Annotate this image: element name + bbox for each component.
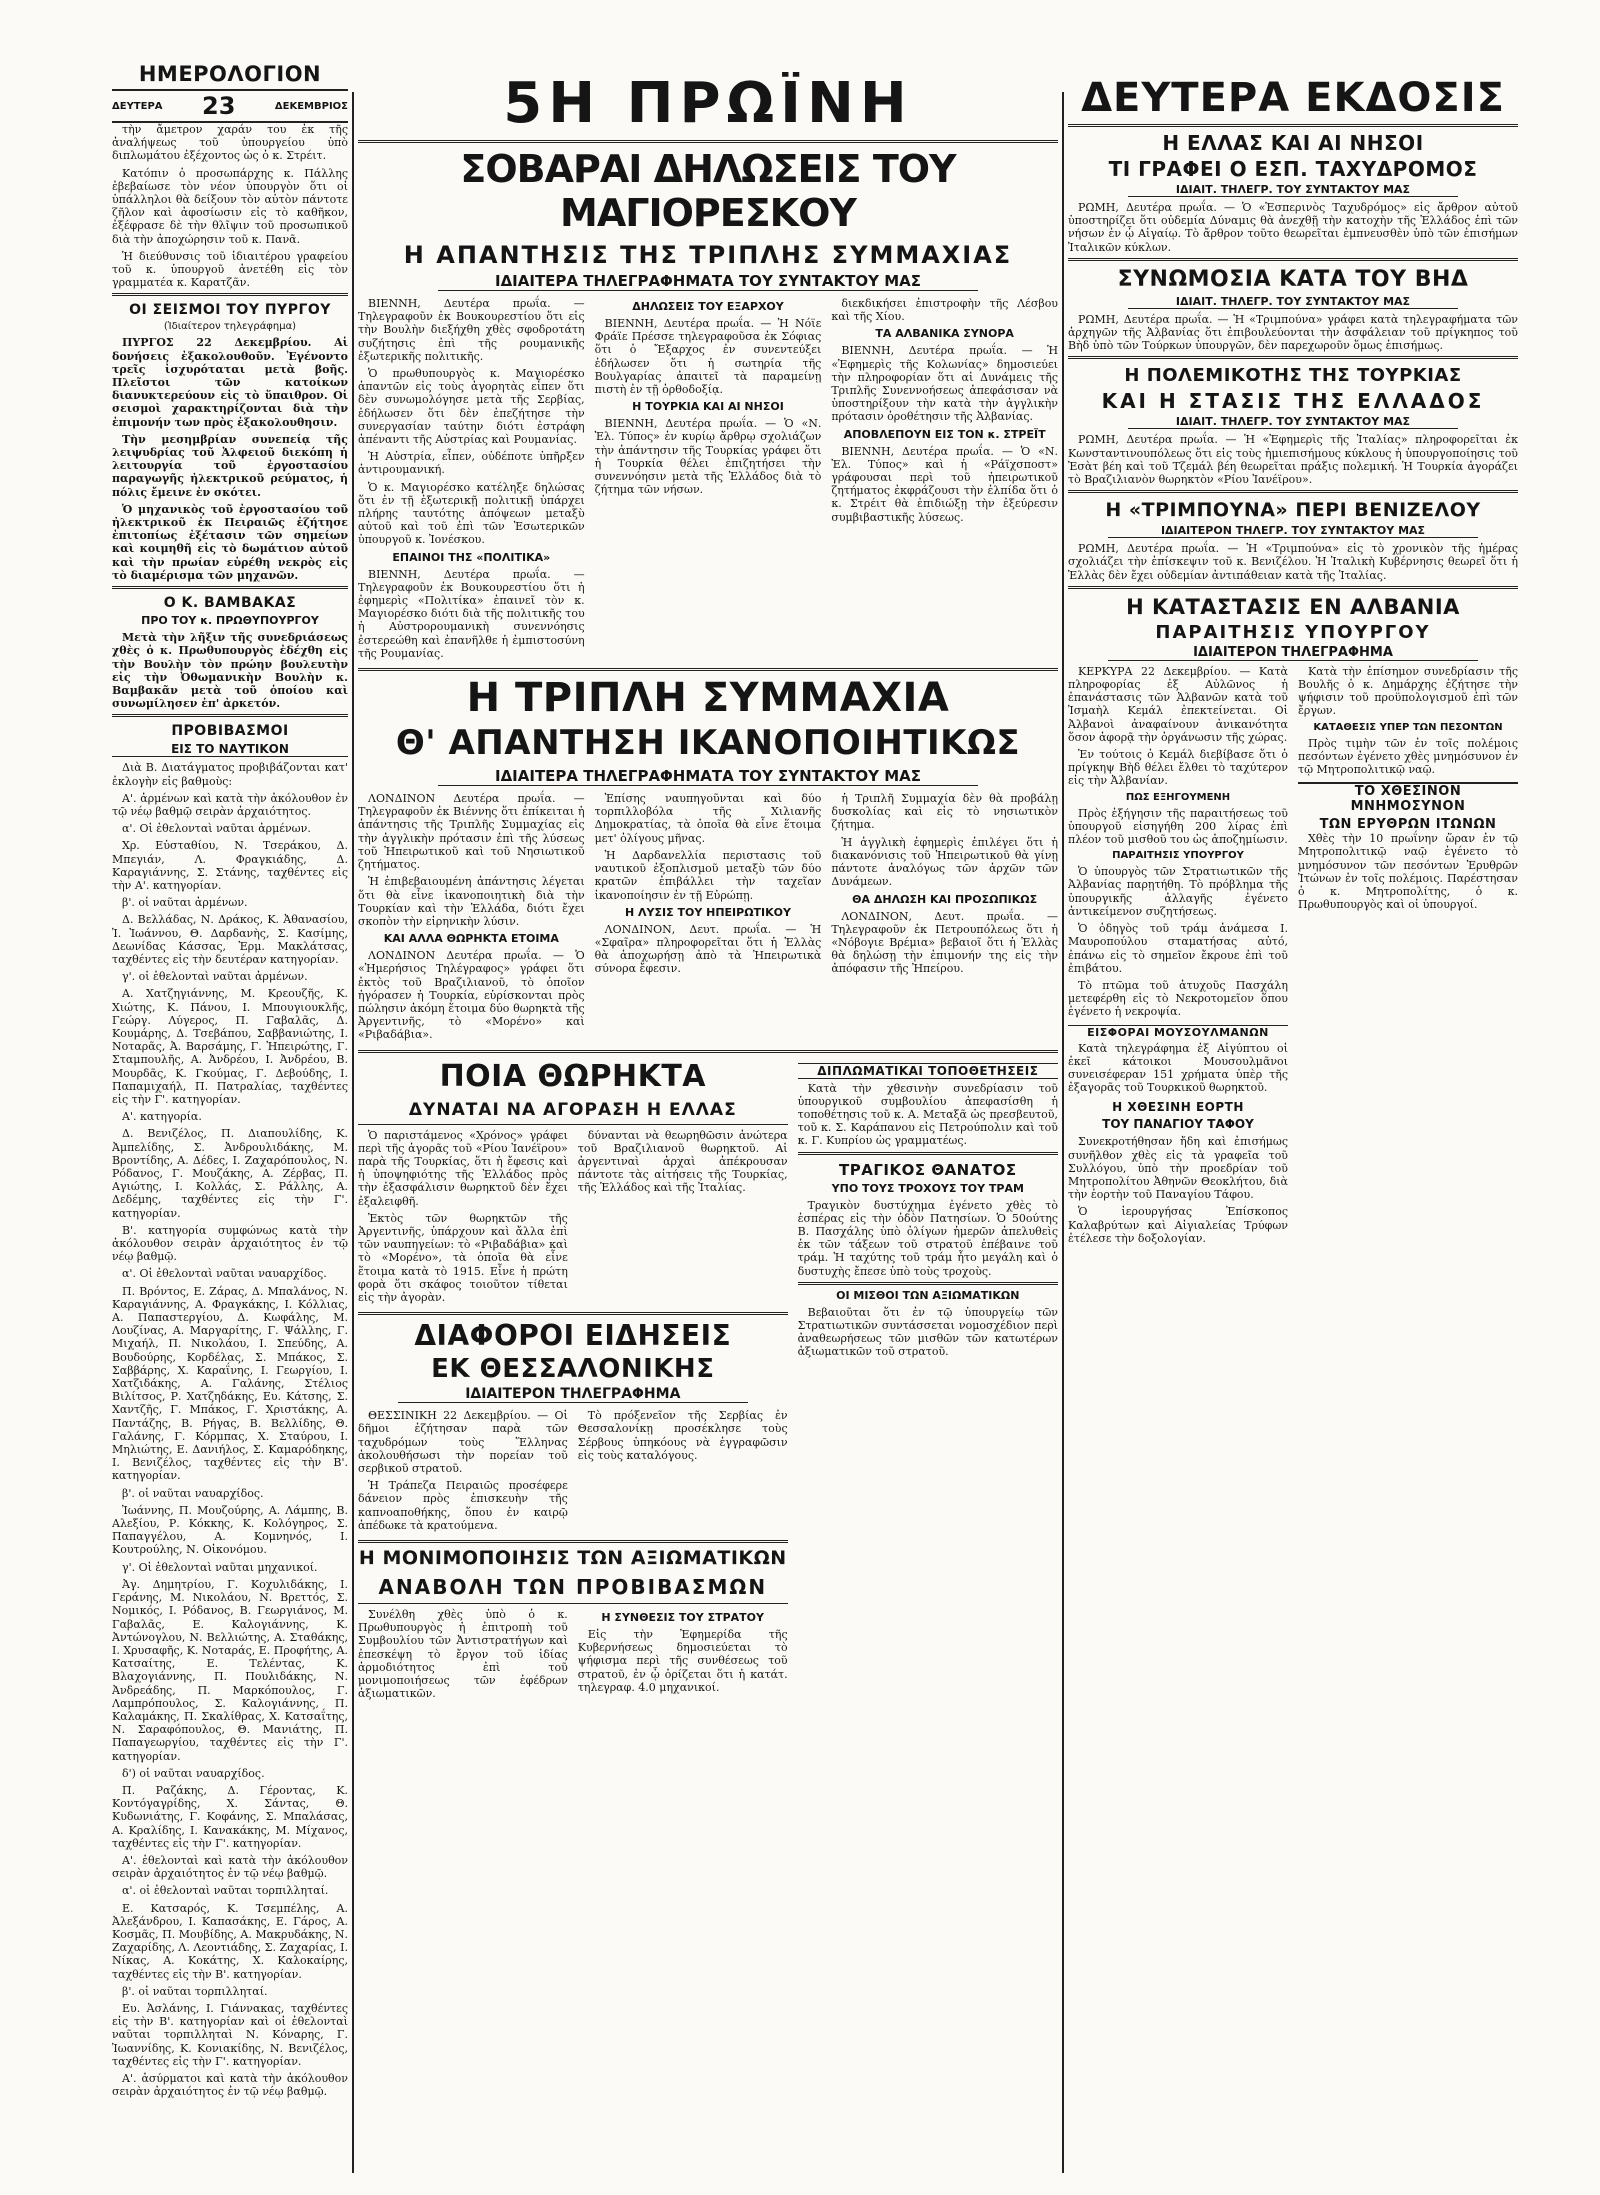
kicker: ΙΔΙΑΙΤΕΡΑ ΤΗΛΕΓΡΑΦΗΜΑΤΑ ΤΟΥ ΣΥΝΤΑΚΤΟΥ ΜΑΣ [438, 272, 978, 291]
body-text: Ἡ ἀγγλικὴ ἐφημερὶς ἐπιλέγει ὅτι ἡ διακανόνισις τοῦ Ἠπειρωτικοῦ θὰ γίνῃ πάντοτε ἀναλόγως τῶν ἀρχῶν τῶν Δυνάμεων. [831, 835, 1058, 889]
article-headline: ΚΑΤΑΘΕΣΙΣ ΥΠΕΡ ΤΩΝ ΠΕΣΟΝΤΩΝ [1313, 721, 1503, 733]
divider [112, 586, 348, 589]
body-text: β'. οἱ ναῦται ἀρμένων. [122, 896, 248, 910]
calendar-month: ΔΕΚΕΜΒΡΙΟΣ [274, 100, 348, 112]
column-second-edition [1068, 72, 1518, 2175]
lower-right [798, 1057, 1058, 1705]
body-text: Ὁ μηχανικὸς τοῦ ἐργοστασίου τοῦ ἠλεκτρικοῦ ἐκ Πειραιῶς ἐζήτησε ἐπιτοπίως ἐξέτασιν τῶν σημείων καὶ κοιμηθῆ εἰς τὸ δωμάτιον αὐτοῦ καὶ τὴν πρωίαν εὑρέθη νεκρὸς εἰς τὸ διαμέρισμα τῶν μηχανῶν. [112, 502, 348, 582]
article-column [358, 1409, 568, 1536]
body-text: Ὁ ἱερουργήσας Ἐπίσκοπος Καλαβρύτων καὶ Αἰγιαλείας Τρύφων ἐτέλεσε τὴν δοξολογίαν. [1068, 1205, 1288, 1245]
article-column [1298, 665, 1518, 1249]
article-body [358, 1129, 788, 1309]
article-subhead: ΑΝΑΒΟΛΗ ΤΩΝ ΠΡΟΒΙΒΑΣΜΩΝ [378, 1575, 768, 1599]
body-text: γ'. Οἱ ἐθελονταὶ ναῦται μηχανικοί. [122, 1560, 318, 1574]
article-subhead: ΕΚ ΘΕΣΣΑΛΟΝΙΚΗΣ [431, 1354, 715, 1385]
divider [358, 1050, 1058, 1053]
article-column [1068, 665, 1288, 1249]
article-headline: ΑΠΟΒΛΕΠΟΥΝ ΕΙΣ ΤΟΝ κ. ΣΤΡΕΪΤ [843, 427, 1046, 441]
article-subhead: ΤΟΥ ΠΑΝΑΓΙΟΥ ΤΑΦΟΥ [1102, 1117, 1254, 1132]
kicker: ΙΔΙΑΙΤΕΡΟΝ ΤΗΛΕΓΡΑΦΗΜΑ [398, 1386, 748, 1403]
article-headline: ΠΡΟΒΙΒΑΣΜΟΙ [171, 723, 289, 740]
lower-section [358, 1057, 1058, 1705]
body-text: γ'. οἱ ἐθελονταὶ ναῦται ἀρμένων. [122, 970, 308, 984]
divider [798, 1152, 1058, 1155]
article-headline: ΔΗΛΩΣΕΙΣ ΤΟΥ ΕΞΑΡΧΟΥ [632, 300, 784, 313]
article-headline: ΤΟ ΧΘΕΣΙΝΟΝ ΜΝΗΜΟΣΥΝΟΝ [1298, 782, 1518, 814]
article-headline: Η ΜΟΝΙΜΟΠΟΙΗΣΙΣ ΤΩΝ ΑΞΙΩΜΑΤΙΚΩΝ [358, 1547, 787, 1569]
column-rule [352, 92, 354, 2173]
body-text: τὴν ἄμετρον χαράν του ἐκ τῆς ἀναλήψεως τοῦ ὑπουργείου ὑπὸ διπλωμάτου ἐξέχοντος ὡς ὁ κ. Στρέιτ. [112, 123, 348, 163]
divider [798, 1282, 1058, 1285]
body-text: Κατὰ τηλεγράφημα ἐξ Αἰγύπτου οἱ ἐκεῖ κάτοικοι Μουσουλμᾶνοι συνεισέφεραν 151 χρήματα ὑπὲρ τῆς ἐξαγορᾶς τοῦ Τουρκικοῦ θωρηκτοῦ. [1068, 1041, 1288, 1095]
body-text: ΛΟΝΔΙΝΟΝ, Δευτ. πρωΐα. — Ἡ «Σφαῖρα» πληροφορεῖται ὅτι ἡ Ἑλλὰς θὰ ἀποχωρήσῃ ἀπὸ τὰ Ἠπειρωτικὰ σύνορα ἔφεσιν. [594, 922, 822, 976]
article-body [358, 1608, 788, 1704]
article-group [358, 297, 1058, 664]
body-text: ΒΙΕΝΝΗ, Δευτέρα πρωΐα. — Τηλεγραφοῦν ἐκ Βουκουρεστίου ὅτι εἰς τὴν Βουλὴν διεξήχθη χθὲς σφοδροτάτη συζήτησις ἐπὶ τῆς ρουμανικῆς ἐξωτερικῆς πολιτικῆς. [358, 297, 585, 363]
edition-banner: 5Η ΠΡΩΪΝΗ [503, 72, 913, 136]
body-text: Ἡ διεύθυνσις τοῦ ἰδιαιτέρου γραφείου τοῦ κ. ὑπουργοῦ ἀνετέθη εἰς τὸν γραμματέα κ. Καρατζᾶν. [112, 249, 348, 290]
article-headline: Η ΛΥΣΙΣ ΤΟΥ ΗΠΕΙΡΩΤΙΚΟΥ [625, 905, 791, 919]
column-rule [1062, 92, 1064, 2173]
divider [358, 1312, 788, 1315]
body-text: Πρὸς ἐξήγησιν τῆς παραιτήσεως τοῦ ὑπουργοῦ εἰσηγήθη 200 λίρας ἐπὶ πλέον τοῦ μισθοῦ του ὡς ἀποζημίωσιν. [1068, 806, 1288, 847]
body-text: ΠΥΡΓΟΣ 22 Δεκεμβρίου. Αἱ δονήσεις ἐξακολουθοῦν. Ἐγένοντο τρεῖς ἰσχυρόταται μετὰ βοῆς. Πλεῖστοι τῶν κατοίκων διανυκτερεύουν εἰς τὸ ὕπαιθρον. Οἱ σεισμοὶ χαρακτηρίζονται διὰ τὴν ἐπιμονήν των πρὸς ἐξακολουθησιν. [112, 336, 348, 429]
body-text: Εἰς τὴν Ἐφημερίδα τῆς Κυβερνήσεως δημοσιεύεται τὸ ψήφισμα περὶ τῆς συνθέσεως τοῦ στρατοῦ, ἐν ᾧ ὁρίζεται ὅτι ἡ κατάτ. τηλεγραφ. 4.0 μηχανικοί. [577, 1628, 788, 1694]
body-text: α'. Οἱ ἐθελονταὶ ναῦται ναυαρχίδος. [122, 1267, 327, 1281]
body-text: ΡΩΜΗ, Δευτέρα πρωΐα. — Ἡ «Ἐφημερὶς τῆς Ἰταλίας» πληροφορεῖται ἐκ Κωνσταντινουπόλεως ὅτι εἰς τοὺς ἡμιεπισήμους κύκλους ἡ ὑπουργοποίησις τοῦ Ἐσὰτ βέη καὶ τοῦ Τζεμάλ βέη θεωρεῖται πράξις πολεμική. Ἡ Τουρκία ἀγοράζει τὸ Βραζιλιανὸν θωρηκτὸν «Ρίου Ἰανέϊρου». [1068, 433, 1518, 487]
edition-banner: ΔΕΥΤΕΡΑ ΕΚΔΟΣΙΣ [1068, 72, 1518, 127]
article-column [358, 1608, 568, 1704]
body-text: Ἐν τούτοις ὁ Κεμάλ διεβίβασε ὅτι ὁ πρίγκηψ Βὴδ θέλει ἔλθει τὸ ταχύτερον εἰς τὴν Ἀλβανίαν. [1068, 748, 1288, 788]
body-text: Π. Ραζάκης, Δ. Γέροντας, Κ. Κοντόγαγρίδης, Χ. Σάντας, Θ. Κυδωνιάτης, Γ. Κοφάνης, Σ. Μπαλάσας, Α. Κραλίδης, Ι. Κανακάκης, Μ. Μίχανος, ταχθέντες εἰς τὴν Γ'. κατηγορίαν. [112, 1783, 348, 1850]
kicker: ΙΔΙΑΙΤ. ΤΗΛΕΓΡ. ΤΟΥ ΣΥΝΤΑΚΤΟΥ ΜΑΣ [1128, 295, 1458, 309]
article-column [831, 792, 1058, 1045]
body-text: Α'. ἐθελονταὶ καὶ κατὰ τὴν ἀκόλουθον σειρὰν ἀρχαιότητος ἐν τῷ νέῳ βαθμῷ. [112, 1853, 348, 1881]
article-subhead: ΤΙ ΓΡΑΦΕΙ Ο ΕΣΠ. ΤΑΧΥΔΡΟΜΟΣ [1108, 157, 1478, 181]
article-body [1068, 665, 1518, 1249]
article-headline: ΕΙΣΦΟΡΑΙ ΜΟΥΣΟΥΛΜΑΝΩΝ [1068, 1025, 1288, 1039]
article-headline: Η ΤΟΥΡΚΙΑ ΚΑΙ ΑΙ ΝΗΣΟΙ [632, 400, 784, 414]
body-text: Ὁ ὁδηγὸς τοῦ τράμ ἀνάμεσα Ι. Μαυροπούλου σταματήσας αὐτό, ἐπάνω εἰς τὸ σημεῖον ἔκρουε ἐπὶ τοῦ ἐπιβάτου. [1068, 922, 1288, 975]
divider [1068, 356, 1518, 359]
body-text: Δ. Βενιζέλος, Π. Διαπουλίδης, Κ. Ἀμπελίδης, Σ. Ἀνδρουλιδάκης, Μ. Βροντίδης, Α. Δέδες, Ι. Ζαχαρόπουλος, Ν. Ρόδανος, Γ. Μουζάκης, Α. Ζέρβας, Π. Αγιώτης, Ι. Κολλάς, Σ. Ράλλης, Α. Δεδέμης, ταχθέντες εἰς τὴν Γ'. κατηγορίαν. [112, 1127, 348, 1220]
article-headline: Ο Κ. ΒΑΜΒΑΚΑΣ [163, 595, 297, 612]
article-column [358, 792, 585, 1045]
column-main [358, 72, 1058, 2175]
article-headline: ΔΙΑΦΟΡΟΙ ΕΙΔΗΣΕΙΣ [414, 1319, 732, 1353]
kicker: ΙΔΙΑΙΤ. ΤΗΛΕΓΡ. ΤΟΥ ΣΥΝΤΑΚΤΟΥ ΜΑΣ [1128, 415, 1458, 429]
body-text: ΘΕΣΣΙΝΙΚΗ 22 Δεκεμβρίου. — Οἱ δῆμοι ἐζήτησαν παρὰ τῶν ταχυδρόμων τοὺς Ἕλληνας ἀκολουθήσωσι τὴν πορείαν τοῦ σερβικοῦ στρατοῦ. [358, 1409, 568, 1475]
body-text: Ὁ κ. Μαγιορέσκο κατέληξε δηλώσας ὅτι ἐν τῇ ἐξωτερικῇ πολιτικῇ ὑπάρχει πλήρης ταυτότης ἀπόψεων μεταξὺ αὐτοῦ καὶ τοῦ ἐπὶ τῶν Ἐσωτερικῶν ὑπουργοῦ κ. Ἰονέσκου. [358, 480, 585, 547]
main-subhead: Η ΑΠΑΝΤΗΣΙΣ ΤΗΣ ΤΡΙΠΛΗΣ ΣΥΜΜΑΧΙΑΣ [403, 241, 1013, 269]
body-text: Πρὸς τιμὴν τῶν ἐν τοῖς πολέμοις πεσόντων ἐγένετο χθὲς μνημόσυνον ἐν τῷ Μητροπολιτικῷ ναῷ. [1298, 736, 1518, 777]
body-text: α'. οἱ ἐθελονταὶ ναῦται τορπιλληταί. [122, 1884, 329, 1898]
body-text: ΒΙΕΝΝΗ, Δευτέρα πρωΐα. — Τηλεγραφοῦν ἐκ Βουκουρεστίου ὅτι ἡ ἐφημερὶς «Πολιτίκα» ἐπαινεῖ τὸν κ. Μαγιορέσκο διότι διὰ τῆς πολιτικῆς του ἡ Αὐστρορουμανικὴ συνεννόησις ἐστερεώθη καὶ ἐπανῆλθε ἡ ἐμπιστοσύνη τῆς Ρουμανίας. [358, 567, 585, 660]
article-headline: Η ΧΘΕΣΙΝΗ ΕΟΡΤΗ [1112, 1100, 1244, 1115]
body-text: β'. οἱ ναῦται τορπιλληταί. [122, 1984, 268, 1998]
article-subhead: ΤΩΝ ΕΡΥΘΡΩΝ ΙΤΩΝΩΝ [1319, 817, 1497, 833]
body-text: Συνεκροτήθησαν ἤδη καὶ ἐπισήμως συνῆλθον χθὲς εἰς τὰ γραφεῖα τοῦ Συλλόγου, ὑπὸ τὴν προεδρίαν τοῦ Μητροπολίτου Ἀθηνῶν Θεοκλήτου, διὰ τὴν ἐορτὴν τοῦ Παναγίου Τάφου. [1068, 1135, 1288, 1202]
body-text: διεκδικήσει ἐπιστροφὴν τῆς Λέσβου καὶ τῆς Χίου. [831, 297, 1058, 324]
divider [112, 714, 348, 717]
article-body [358, 1409, 788, 1536]
divider [358, 668, 1058, 671]
article-column [831, 297, 1058, 664]
article-headline: ΤΑ ΑΛΒΑΝΙΚΑ ΣΥΝΟΡΑ [875, 327, 1014, 341]
divider [358, 1603, 788, 1604]
body-text: Κατὰ τὴν ἐπίσημον συνεδρίασιν τῆς Βουλῆς ὁ κ. Δημάρχης ἐζήτησε τὴν ψήφισιν τοῦ προϋπολογισμοῦ ἐπὶ τῶν ἔργων. [1298, 664, 1518, 718]
body-text: ἡ Τριπλῆ Συμμαχία δὲν θὰ προβάλῃ δυσκολίας καὶ εἰς τὸ νησιωτικὸν ζήτημα. [831, 792, 1058, 832]
kicker: ΙΔΙΑΙΤΕΡΑ ΤΗΛΕΓΡΑΦΗΜΑΤΑ ΤΟΥ ΣΥΝΤΑΚΤΟΥ ΜΑΣ [438, 767, 978, 786]
body-text: Ἡ ἐπιβεβαιουμένη ἀπάντησις λέγεται ὅτι θὰ εἶνε ἱκανοποιητικὴ διὰ τὴν Τουρκίαν καὶ τὴν Ἑλλάδα, διότι ἔχει σκοπὸν τὴν εἰρηνικὴν λύσιν. [358, 875, 585, 928]
body-text: Χρ. Εὐσταθίου, Ν. Τσεράκου, Δ. Μπεγιάν, Λ. Φραγκιάδης, Δ. Καραγιάννης, Σ. Στάνης, ταχθέντες εἰς τὴν Α'. κατηγορίαν. [112, 839, 348, 892]
divider [358, 140, 1058, 143]
body-text: Α'. κατηγορία. [122, 1110, 202, 1124]
article-headline: Η ΕΛΛΑΣ ΚΑΙ ΑΙ ΝΗΣΟΙ [1162, 131, 1424, 155]
body-text: Ευ. Ἀσλάνης, Ι. Γιάννακας, ταχθέντες εἰς τὴν Β'. κατηγορίαν καὶ οἱ ἐθελονταὶ ναῦται τορπιλληταὶ Ν. Κόναρης, Γ. Ἰωαννίδης, Κ. Κονιακίδης, Ν. Βενιζέλος, ταχθέντες εἰς τὴν Γ'. κατηγορίαν. [112, 2001, 348, 2068]
article-headline: ΘΑ ΔΗΛΩΣΗ ΚΑΙ ΠΡΟΣΩΠΙΚΩΣ [852, 892, 1038, 906]
body-text: ΡΩΜΗ, Δευτέρα πρωΐα. — Ὁ «Ἑσπερινὸς Ταχυδρόμος» εἰς ἄρθρον αὐτοῦ ὑποστηρίζει ὅτι οὐδεμία Δύναμις θὰ ἀνεχθῇ τὴν κατοχὴν τῆς Ἑλλάδος ἐπὶ τῶν νήσων ἐν ᾧ Αἰγαίῳ. Τὸ ἄρθρον τοῦτο θεωρεῖται ἐμπνευσθὲν ὑπὸ τῶν ἐπισήμων Ἰταλικῶν κύκλων. [1068, 201, 1518, 254]
article-subhead: ΔΥΝΑΤΑΙ ΝΑ ΑΓΟΡΑΣΗ Η ΕΛΛΑΣ [408, 1099, 737, 1120]
article-headline: ΕΠΑΙΝΟΙ ΤΗΣ «ΠΟΛΙΤΙΚΑ» [392, 550, 551, 564]
divider [358, 1124, 788, 1125]
body-text: Α. Χατζηγιάννης, Μ. Κρεουζῆς, Κ. Χιώτης, Κ. Πάνου, Ι. Μπουγιουκλῆς, Γεώργ. Λύγερος, Π. Γαβαλᾶς, Δ. Κουμάρης, Δ. Τσεβάπου, Σαββανιώτης, Ι. Νοταρᾶς, Ἀ. Βαρσάμης, Γ. Ἠπειρώτης, Γ. Σταμπουλῆς, Α. Ἀνδρέου, Ι. Ἀνδρέου, Β. Μουρδᾶς, Κ. Γκούμας, Γ. Δεβούδης, Ι. Παπαμιχαήλ, Π. Πατραλίας, ταχθέντες εἰς τὴν Γ'. κατηγορίαν. [112, 987, 348, 1106]
calendar-date: 23 [202, 92, 236, 120]
article-subhead: ΚΑΙ Η ΣΤΑΣΙΣ ΤΗΣ ΕΛΛΑΔΟΣ [1101, 389, 1485, 414]
body-text: Ἡ Δαρδανελλία περιστασις τοῦ ναυτικοῦ ἐξοπλισμοῦ μεταξὺ τῶν δύο κρατῶν ἐπιβάλλει τὴν ταχεῖαν ἱκανοποίησιν ἐν τῇ Εὐρώπῃ. [594, 848, 822, 902]
column-calendar [112, 62, 348, 2175]
article-column [578, 1608, 788, 1704]
body-text: ΚΕΡΚΥΡΑ 22 Δεκεμβρίου. — Κατὰ πληροφορίας ἐξ Αὐλῶνος ἡ ἐπανάστασις τῶν Ἀλβανῶν κατὰ τοῦ Ἰσμαὴλ Κεμάλ ἐπεκτείνεται. Οἱ Ἀλβανοὶ ἀναφαίνουν ἀνικανότητα ὅσον ἀφορᾷ τὴν ὀργάνωσιν τῆς χώρας. [1068, 664, 1288, 744]
body-text: Ὁ πρωθυπουργὸς κ. Μαγιορέσκο ἀπαντῶν εἰς τοὺς ἀγορητὰς εἶπεν ὅτι δὲν συνωμολόγησε μετὰ τῆς Σερβίας, ἐδήλωσεν ὅτι δὲν ἐπεζήτησε τὴν συνεργασίαν ταύτην διότι ἐστράφη ἀπέναντι τῆς Αὐστρίας καὶ Ρουμανίας. [358, 367, 585, 447]
article-subhead: ΠΑΡΑΙΤΗΣΙΣ ΥΠΟΥΡΓΟΥ [1155, 621, 1431, 643]
article-headline: ΣΥΝΩΜΟΣΙΑ ΚΑΤΑ ΤΟΥ ΒΗΔ [1117, 266, 1469, 292]
article-headline: Η ΣΥΝΘΕΣΙΣ ΤΟΥ ΣΤΡΑΤΟΥ [601, 1611, 764, 1624]
divider [1068, 490, 1518, 493]
article-subhead: ΠΡΟ ΤΟΥ κ. ΠΡΩΘΥΠΟΥΡΓΟΥ [141, 614, 319, 628]
article-headline: ΠΩΣ ΕΞΗΓΟΥΜΕΝΗ [1125, 791, 1231, 803]
article-group [358, 792, 1058, 1045]
body-text: ΒΙΕΝΝΗ, Δευτέρα πρωΐα. — Ἡ «Ἐφημερὶς τῆς Κολωνίας» δημοσιεύει τὴν πληροφορίαν ὅτι αἱ Δυνάμεις τῆς Τριπλῆς Συνεννοήσεως ἀπεφάσισαν νὰ ὑποστηρίξουν τὴν κατὰ τὴν ἀγγλικὴν πρότασιν ὁροθέτησιν τῆς Ἀλβανίας. [831, 344, 1058, 424]
divider [358, 1540, 788, 1543]
body-text: Ὁ παριστάμενος «Χρόνος» γράφει περὶ τῆς ἀγορᾶς τοῦ «Ρίου Ἰανέϊρου» παρὰ τῆς Τουρκίας, ὅτι ἡ ἔφεσις καὶ ἡ ὑποψηφιότης τῆς Ἑλλάδος πρὸς τὴν ἐξασφάλισιν θωρηκτοῦ δὲν ἔχει ἐξαλειφθῆ. [358, 1128, 568, 1208]
body-text: ΒΙΕΝΝΗ, Δευτέρα πρωΐα. — Ὁ «Ν. Ἐλ. Τύπος» καὶ ἡ «Ράϊχσποστ» γράφουσαι περὶ τοῦ ἠπειρωτικοῦ ζητήματος ἐκφράζουσι τὴν ἐλπίδα ὅτι ὁ κ. Στρέιτ θὰ ἐπιδιώξῃ τὴν ἐξεύρεσιν συμβιβαστικῆς λύσεως. [831, 444, 1058, 524]
body-text: Διὰ Β. Διατάγματος προβιβάζονται κατ' ἐκλογὴν εἰς βαθμοὺς: [112, 761, 348, 788]
body-text: δύνανται νὰ θεωρηθῶσιν ἀνώτερα τοῦ Βραζιλιανοῦ θωρηκτοῦ. Αἱ ἀργεντιναὶ ἀρχαὶ ἀπέκρουσαν πάντοτε τὰς αἰτήσεις τῆς Τουρκίας, τῆς Ἑλλάδος καὶ τῆς Ἰταλίας. [577, 1128, 788, 1195]
body-text: β'. οἱ ναῦται ναυαρχίδος. [122, 1486, 264, 1500]
body-text: ΛΟΝΔΙΝΟΝ Δευτέρα πρωΐα. — Ὁ «Ἡμερήσιος Τηλέγραφος» γράφει ὅτι ἐκτὸς τοῦ Βραζιλιανοῦ, τὸ ὁποῖον ἠγόρασεν ἡ Τουρκία, εὑρίσκονται πρὸς πώλησιν ἀκόμη ἕτοιμα δύο θωρηκτὰ τῆς Ἀργεντινῆς, τὸ «Μορένο» καὶ «Ριβαδάβια». [358, 949, 585, 1042]
section-headline: Η ΤΡΙΠΛΗ ΣΥΜΜΑΧΙΑ [466, 675, 950, 722]
article-subhead: ΥΠΟ ΤΟΥΣ ΤΡΟΧΟΥΣ ΤΟΥ ΤΡΑΜ [831, 1181, 1024, 1195]
section-subhead: Θ' ΑΠΑΝΤΗΣΗ ΙΚΑΝΟΠΟΙΗΤΙΚΩΣ [395, 723, 1021, 764]
article-column [595, 792, 822, 1045]
body-text: Ε. Κατσαρός, Κ. Τσεμπέλης, Α. Ἀλεξάνδρου, Ι. Καπασάκης, Ε. Γάρος, Α. Κοσμᾶς, Π. Μουβίδης, Α. Μακρυδάκης, Ν. Ζαχαρίδης, Λ. Λεοντιάδης, Σ. Ζαχαρίας, Ι. Νίκας, Α. Κοκάτης, Χ. Καλοκαίρης, ταχθέντες εἰς τὴν Β'. κατηγορίαν. [112, 1901, 348, 1981]
article-headline: ΟΙ ΜΙΣΘΟΙ ΤΩΝ ΑΞΙΩΜΑΤΙΚΩΝ [836, 1288, 1020, 1302]
article-column [358, 1129, 568, 1309]
kicker: ΙΔΙΑΙΤΕΡΟΝ ΤΗΛΕΓΡ. ΤΟΥ ΣΥΝΤΑΚΤΟΥ ΜΑΣ [1108, 524, 1478, 538]
body-text: ΡΩΜΗ, Δευτέρα πρωΐα. — Ἡ «Τριμπούνα» εἰς τὸ χρονικὸν τῆς ἡμέρας σχολιάζει τὴν ἐπίσκεψιν τοῦ κ. Βενιζέλου. Ἡ Ἰταλικὴ Κυβέρνησις θεωρεῖ ὅτι ἡ Ἑλλὰς δὲν ἔχει οὐδεμίαν ἀντιπάθειαν κατὰ τῆς Ἰταλίας. [1068, 542, 1518, 582]
body-text: ΡΩΜΗ, Δευτέρα πρωΐα. — Ἡ «Τριμπούνα» γράφει κατὰ τηλεγραφήματα τῶν ἀρχηγῶν τῆς Ἀλβανίας ὅτι ἐπιβουλεύονται τὴν ἀσφάλειαν τοῦ πρίγκηπος τοῦ Βὴδ ὑπὸ τῶν Τούρκων ὑπουργῶν, δὲν παρεχωροῦν ὅμως ἐπισήμως. [1068, 312, 1518, 353]
divider [1068, 586, 1518, 589]
kicker: ΙΔΙΑΙΤΕΡΟΝ ΤΗΛΕΓΡΑΦΗΜΑ [1108, 645, 1478, 661]
article-headline: ΤΡΑΓΙΚΟΣ ΘΑΝΑΤΟΣ [839, 1160, 1017, 1179]
body-text: Α'. ἀρμένων καὶ κατὰ τὴν ἀκόλουθον ἐν τῷ νέῳ βαθμῷ σειρὰν ἀρχαιότητος. [112, 791, 348, 818]
article-column [358, 297, 585, 664]
body-text: Ἐπίσης ναυπηγοῦνται καὶ δύο τορπιλλοβόλα τῆς Χιλιανῆς Δημοκρατίας, τὰ ὁποῖα θὰ εἶνε ἕτοιμα μετ' ὀλίγους μῆνας. [594, 792, 822, 845]
divider [1068, 258, 1518, 261]
body-text: Κατόπιν ὁ προσωπάρχης κ. Πάλλης ἐβεβαίωσε τὸν νέον ὑπουργὸν ὅτι οἱ ὑπάλληλοι θὰ δείξουν τὸν αὐτὸν πάντοτε ζῆλον καὶ ἀφοσίωσιν εἰς τὸ καθῆκον, ἐξέφρασε δὲ τὴν θλῖψιν τοῦ προσωπικοῦ διὰ τὴν ἀποχώρησιν τοῦ κ. Πανᾶ. [112, 166, 348, 246]
article-subhead: ΕΙΣ ΤΟ ΝΑΥΤΙΚΟΝ [112, 742, 348, 757]
calendar-day: ΔΕΥΤΕΡΑ [112, 100, 163, 112]
body-text: Α'. ἀσύρματοι καὶ κατὰ τὴν ἀκόλουθον σειρὰν ἀρχαιότητος ἐν τῷ νέῳ βαθμῷ. [112, 2072, 348, 2099]
article-headline: Η «ΤΡΙΜΠΟΥΝΑ» ΠΕΡΙ ΒΕΝΙΖΕΛΟΥ [1105, 499, 1481, 522]
body-text: ΛΟΝΔΙΝΟΝ Δευτέρα πρωΐα. — Τηλεγραφοῦν ἐκ Βιέννης ὅτι ἐπίκειται ἡ ἀπάντησις τῆς Τριπλῆς Συμμαχίας εἰς τὴν ἀγγλικὴν πρότασιν ἐπὶ τῆς λύσεως τοῦ Ἠπειρωτικοῦ καὶ τοῦ Νησιωτικοῦ ζητήματος. [358, 792, 585, 872]
body-text: Μετὰ τὴν λῆξιν τῆς συνεδριάσεως χθὲς ὁ κ. Πρωθυπουργὸς ἐδέχθη εἰς τὴν Βουλὴν τὸν πρώην βουλευτὴν εἰς τὴν Ὀθωμανικὴν Βουλὴν κ. Βαμβακᾶν μετὰ τοῦ ὁποίου καὶ συνωμίλησεν ἐπ' ἀρκετόν. [112, 631, 348, 711]
body-text: Π. Βρόντος, Ε. Ζάρας, Δ. Μπαλάνος, Ν. Καραγιάννης, Α. Φραγκάκης, Ι. Κόλλιας, Α. Παπαστεργίου, Δ. Κωφάλης, Μ. Λουζίνας, Α. Μαργαρίτης, Γ. Ψάλλης, Γ. Μιχαήλ, Π. Νικολάου, Ι. Σπεύδης, Α. Βουδούρης, Κορδέλας, Σ. Μπάκος, Σ. Σαββάρης, Χ. Καραΐνης, Ι. Γεωργίου, Ι. Χατζιδάκης, Α. Γαλάνης, Στέλιος Βιλίτσος, Ρ. Χατζηδάκης, Ευ. Κάτσης, Σ. Χαντζῆς, Γ. Μπάκος, Γ. Χριστάκης, Α. Παντάζης, Β. Ρήγας, Β. Βελλίδης, Θ. Γαλάνης, Γ. Κόρμπας, Χ. Σταύρου, Ι. Μηλιώτης, Ε. Δανιήλος, Σ. Καμαρόδηκης, Ι. Βενιζέλος, ταχθέντες εἰς τὴν Β'. κατηγορίαν. [112, 1284, 348, 1483]
body-text: Συνέλθη χθὲς ὑπὸ ὁ κ. Πρωθυπουργὸς ἡ ἐπιτροπὴ τοῦ Συμβουλίου τῶν Ἀντιστρατήγων καὶ ἐπεσκέψη τὸ ἔργον τοῦ ἰδίας ἀρμοδιότητος ἐπὶ τοῦ μονιμοποιήσεως τῶν ἐφέδρων ἀξιωματικῶν. [358, 1608, 568, 1701]
body-text: Β'. κατηγορία συμφώνως κατὰ τὴν ἀκόλουθον σειρὰν ἀρχαιότητος ἐν τῷ νέῳ βαθμῷ. [112, 1223, 348, 1264]
body-text: ΒΙΕΝΝΗ, Δευτέρα πρωΐα. — Ἡ Νόϊε Φράϊε Πρέσσε τηλεγραφοῦσα ἐκ Σόφιας ὅτι ὁ Ἔξαρχος ἐν συνεντεύξει ἐδήλωσεν ὅτι ἡ σωτηρία τῆς Βουλγαρίας ἀπαιτεῖ τὰ παραμείνῃ πιστὴ ἐν τῇ ὀρθοδοξίᾳ. [594, 317, 822, 397]
body-text: Ἡ Τράπεζα Πειραιῶς προσέφερε δάνειον πρὸς ἐπισκευὴν τῆς καπνοαποθήκης, ὅπου ἐν καιρῷ ἀπέδωκε τὰ κρατούμενα. [358, 1479, 568, 1532]
body-text: Ἰωάννης, Π. Μουζούρης, Α. Λάμπης, Β. Αλεξίου, Ρ. Κόκκης, Κ. Κολόγηρος, Σ. Παπαγγέλου, Α. Κομνηνός, Ι. Κουτρούλης, Ν. Οἰκονόμου. [112, 1503, 348, 1557]
body-text: ΒΙΕΝΝΗ, Δευτέρα πρωΐα. — Ὁ «Ν. Ἐλ. Τύπος» ἐν κυρίῳ ἄρθρῳ σχολιάζων τὴν ἀπάντησιν τῆς Τουρκίας γράφει ὅτι ἡ Τουρκία θέλει ἐπιζητήσει τὴν συνεννόησιν μετὰ τῆς Ἑλλάδος διὰ τὸ ζήτημα τῶν νήσων. [594, 417, 822, 497]
body-text: Ἐκτὸς τῶν θωρηκτῶν τῆς Ἀργεντινῆς, ὑπάρχουν καὶ ἄλλα ἐπὶ τῶν ναυπηγείων: τὸ «Ριβαδάβια» καὶ τὸ «Μορένο», τὰ ὁποῖα θὰ εἶνε ἕτοιμα κατὰ τὸ 1915. Εἶνε ἡ πρώτη φορὰ ὅτι σκάφος τοιοῦτον τίθεται εἰς τὴν ἀγορὰν. [358, 1211, 568, 1304]
article-headline: ΟΙ ΣΕΙΣΜΟΙ ΤΟΥ ΠΥΡΓΟΥ [129, 302, 331, 319]
body-text: Χθὲς τὴν 10 πρωΐνην ὥραν ἐν τῷ Μητροπολιτικῷ ναῷ ἐγένετο τὸ μνημόσυνον τῶν πεσόντων Ἐρυθρῶν Ἰτώνων ἐν τοῖς πολέμοις. Παρέστησαν ὁ κ. Μητροπολίτης, ὁ κ. Πρωθυπουργὸς καὶ οἱ ὑπουργοί. [1298, 832, 1518, 912]
article-column [578, 1129, 788, 1309]
calendar-title: ΗΜΕΡΟΛΟΓΙΟΝ [138, 62, 322, 86]
body-text: Δ. Βελλάδας, Ν. Δράκος, Κ. Ἀθανασίου, Ἰ. Ἰωάννου, Θ. Δαρδανὴς, Σ. Κασίμης, Δεωνίδας Κάσσας, Ἑρμ. Μακλάτσας, ταχθέντες εἰς τὴν δευτέραν κατηγορίαν. [112, 913, 348, 966]
body-text: Ὁ ὑπουργὸς τῶν Στρατιωτικῶν τῆς Ἀλβανίας παρῃτήθη. Τὸ πρόβλημα τῆς ὑπουργικῆς ἀλλαγῆς ἐγένετο ἀντικείμενον συζητήσεως. [1068, 865, 1288, 918]
article-headline: ΠΑΡΑΙΤΗΣΙΣ ΥΠΟΥΡΓΟΥ [1112, 850, 1244, 862]
lower-left [358, 1057, 788, 1705]
body-text: Τραγικὸν δυστύχημα ἐγένετο χθὲς τὸ ἑσπέρας εἰς τὴν ὁδὸν Πατησίων. Ὁ 50ούτης Β. Πασχάλης ὑπὸ ὀλίγων ἡμερῶν ἀπελυθεὶς ἐκ τῶν τάξεων τοῦ στρατοῦ ἐπέβαινε τοῦ τράμ. Ἡ ταχύτης τοῦ τράμ ἦτο μεγάλη καὶ ὁ δυστυχὴς ἔπεσε ὑπὸ τοὺς τροχοὺς. [797, 1198, 1058, 1278]
body-text: Κατὰ τὴν χθεσινὴν συνεδρίασιν τοῦ ὑπουργικοῦ συμβουλίου ἀπεφασίσθη ἡ τοποθέτησις τοῦ κ. Α. Μεταξᾶ ὡς πρεσβευτοῦ, τοῦ κ. Σ. Καράπανου εἰς Πετρούπολιν καὶ τοῦ κ. Γ. Κυπρίου ὡς γραμματέως. [797, 1081, 1058, 1148]
body-text: Τὴν μεσημβρίαν συνεπείᾳ τῆς λειψυδρίας τοῦ Ἀλφειοῦ διεκόπη ἡ λειτουργία τοῦ ἐργοστασίου παραγωγῆς ἠλεκτρικοῦ ρεύματος, ἡ πόλις ἔμεινε ἐν σκότει. [112, 432, 348, 499]
body-text: ΛΟΝΔΙΝΟΝ, Δευτ. πρωΐα. — Τηλεγραφοῦν ἐκ Πετρουπόλεως ὅτι ἡ «Νόβογιε Βρέμια» βεβαιοῖ ὅτι ἡ Ἑλλὰς θὰ δηλώσῃ τὴν ἐπιμονήν της εἰς τὴν ἀπόφασιν τῆς Ἠπείρου. [831, 909, 1058, 976]
body-text: Τὸ πτῶμα τοῦ ἀτυχοῦς Πασχάλη μετεφέρθη εἰς τὸ Νεκροτομεῖον ὅπου ἐγένετο ἡ νεκροψία. [1068, 978, 1288, 1019]
article-headline: ΠΟΙΑ ΘΩΡΗΚΤΑ [439, 1058, 707, 1094]
main-headline: ΣΟΒΑΡΑΙ ΔΗΛΩΣΕΙΣ ΤΟΥ ΜΑΓΙΟΡΕΣΚΟΥ [460, 147, 956, 235]
body-text: Ἀγ. Δημητρίου, Γ. Κοχυλιδάκης, Ι. Γεράνης, Μ. Νικολάου, Ν. Βρεττός, Σ. Νομικός, Ι. Ρόδανος, Β. Γεωργιάνος, Μ. Γαβαλᾶς, Ε. Καλογιάννης, Κ. Ἀντώνογλου, Ν. Βελλιώτης, Α. Σταθάκης, Ι. Χρυσαφῆς, Κ. Νοταράς, Ε. Προφήτης, Α. Κατσαίτης, Ε. Τελέντας, Κ. Βλαχογιάννης, Π. Πουλιδάκης, Ν. Ἀνδρεάδης, Π. Μαρκόπουλος, Γ. Λαμπρόπουλος, Σ. Καλογιάννης, Π. Καλαμάκης, Π. Σκαλίθρας, Χ. Κατσαΐτης, Ν. Σαραφόπουλος, Θ. Μανιάτης, Π. Παπαγεωργίου, ταχθέντες εἰς τὴν Γ'. κατηγορίαν. [112, 1577, 348, 1763]
body-text: δ') οἱ ναῦται ναυαρχίδος. [122, 1766, 265, 1780]
article-headline: Η ΚΑΤΑΣΤΑΣΙΣ ΕΝ ΑΛΒΑΝΙΑ [1126, 594, 1460, 619]
body-text: Βεβαιοῦται ὅτι ἐν τῷ ὑπουργείῳ τῶν Στρατιωτικῶν συντάσσεται νομοσχέδιον περὶ ἀναθεωρήσεως τῶν μισθῶν τῶν κατωτέρων ἀξιωματικῶν τοῦ στρατοῦ. [797, 1305, 1058, 1359]
article-subhead: (Ἰδιαίτερον τηλεγράφημα) [163, 321, 297, 333]
body-text: Τὸ πρόξενεῖον τῆς Σερβίας ἐν Θεσσαλονίκῃ προσέκλησε τοὺς Σέρβους ὑπηκόους νὰ ἐγγραφῶσιν εἰς τοὺς καταλόγους. [577, 1409, 788, 1462]
divider [112, 293, 348, 296]
article-headline: ΔΙΠΛΩΜΑΤΙΚΑΙ ΤΟΠΟΘΕΤΗΣΕΙΣ [798, 1063, 1058, 1079]
calendar-dateline [112, 89, 348, 123]
article-headline: ΚΑΙ ΑΛΛΑ ΘΩΡΗΚΤΑ ΕΤΟΙΜΑ [383, 932, 559, 946]
article-headline: Η ΠΟΛΕΜΙΚΟΤΗΣ ΤΗΣ ΤΟΥΡΚΙΑΣ [1124, 365, 1462, 387]
body-text: Ἡ Αὐστρία, εἶπεν, οὐδέποτε ὑπῆρξεν ἀντιρουμανική. [358, 450, 585, 477]
kicker: ΙΔΙΑΙΤ. ΤΗΛΕΓΡ. ΤΟΥ ΣΥΝΤΑΚΤΟΥ ΜΑΣ [1128, 183, 1458, 197]
body-text: α'. Οἱ ἐθελονταὶ ναῦται ἀρμένων. [122, 822, 311, 836]
article-column [578, 1409, 788, 1536]
article-column [595, 297, 822, 664]
